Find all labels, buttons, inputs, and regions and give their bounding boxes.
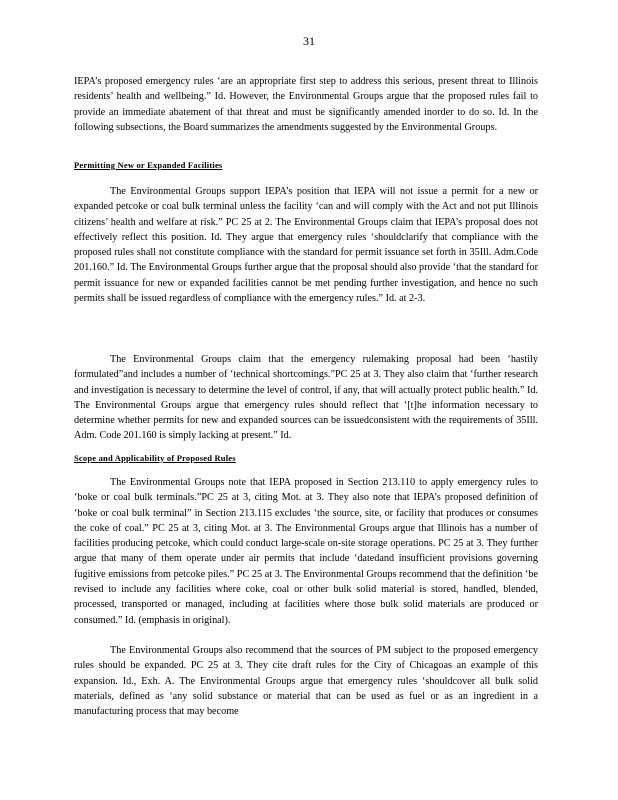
paragraph-permitting-2 (74, 352, 538, 444)
paragraph-text: The Environmental Groups support IEPA’s position that IEPA will not issue a permit for a new or expanded petcoke or coal bulk terminal unless the facility ‘can and will comply with the Act and not put Illinois citizens’ health and welfare at risk.” PC 25 at 2. The Environmental Groups claim that IEPA’s proposal does not effectively reflect this position. Id. They argue that emergency rules ‘shouldclarify that compliance with the proposed rules shall not constitute compliance with the standard for permit issuance set forth in 35Ill. Adm.Code 201.160.” Id. The Environmental Groups further argue that the proposal should also provide ‘that the standard for permit issuance for new or expanded facilities cannot be met pending further investigation, and hence no such permits shall be issued regardless of compliance with the emergency rules.” Id. at 2-3. (74, 186, 538, 305)
paragraph-intro (74, 74, 538, 135)
section-heading-scope: Scope and Applicability of Proposed Rules (74, 453, 236, 463)
paragraph-scope-2 (74, 643, 538, 719)
paragraph-permitting-1 (74, 184, 538, 306)
paragraph-text: The Environmental Groups also recommend that the sources of PM subject to the proposed emergency rules should be expanded. PC 25 at 3. They cite draft rules for the City of Chicagoas an example of this expansion. Id., Exh. A. The Environmental Groups argue that emergency rules ‘shouldcover all bulk solid materials, defined as ‘any solid substance or material that can be used as fuel or as an ingredient in a manufacturing process that may become (74, 645, 538, 718)
paragraph-scope-1 (74, 475, 538, 628)
page-number: 31 (303, 34, 315, 48)
paragraph-text: The Environmental Groups claim that the emergency rulemaking proposal had been ‘hastily formulated”and includes a number of ‘technical shortcomings.”PC 25 at 3. They also claim that ‘further research and investigation is necessary to determine the level of control, if any, that will actually protect public health.” Id. The Environmental Groups argue that emergency rules should reflect that ‘[t]he information necessary to determine whether permits for new and expanded sources can be issuedconsistent with the requirements of 35Ill. Adm. Code 201.160 is simply lacking at present.” Id. (74, 354, 538, 442)
paragraph-text: The Environmental Groups note that IEPA proposed in Section 213.110 to apply emergency rules to ‘boke or coal bulk terminals.”PC 25 at 3, citing Mot. at 3. They also note that IEPA’s proposed definition of ‘boke or coal bulk terminal” in Section 213.115 excludes ‘the source, site, or facility that produces or consumes the coke of coal.” PC 25 at 3, citing Mot. at 3. The Environmental Groups argue that Illinois has a number of facilities producing petcoke, which could conduct large-scale on-site storage operations. PC 25 at 3. They further argue that many of them operate under air permits that include ‘datedand insufficient provisions governing fugitive emissions from petcoke piles.” PC 25 at 3. The Environmental Groups recommend that the definition ‘be revised to include any facilities where coke, coal or other bulk solid material is stored, handled, blended, processed, transported or managed, including at facilities where those bulk solid materials are produced or consumed.” Id. (emphasis in original). (74, 477, 538, 626)
section-heading-permitting: Permitting New or Expanded Facilities (74, 160, 223, 170)
paragraph-text: IEPA’s proposed emergency rules ‘are an appropriate first step to address this serious, present threat to Illinois residents’ health and wellbeing.” Id. However, the Environmental Groups argue that the proposed rules fail to provide an immediate abatement of that threat and must be significantly amended inorder to do so. Id. In the following subsections, the Board summarizes the amendments suggested by the Environmental Groups. (74, 76, 538, 133)
